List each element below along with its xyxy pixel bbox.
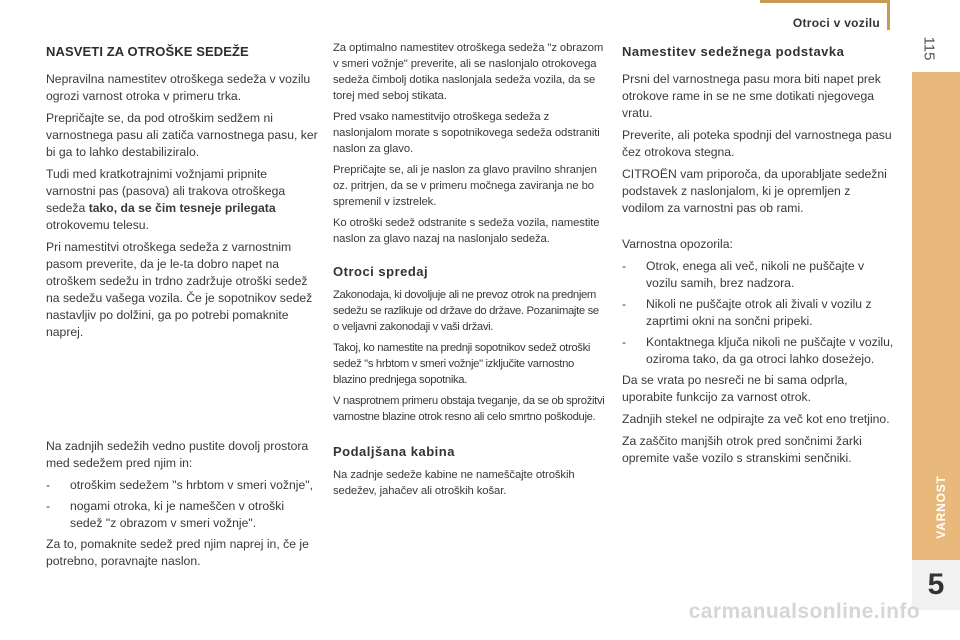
page-number: 115 xyxy=(920,36,938,61)
watermark: carmanualsonline.info xyxy=(688,600,920,623)
list-item: - Nikoli ne puščajte otrok ali živali v vozilu z zaprtimi okni na sončni pripeki. xyxy=(622,296,894,330)
subsection-title-booster: Namestitev sedežnega podstavka xyxy=(622,44,845,59)
paragraph: Prepričajte se, ali je naslon za glavo pravilno shranjen oz. pritrjen, da se v primeru močnega zaviranja ne bo spremenil v izstrelek. xyxy=(333,164,597,208)
paragraph: Zadnjih stekel ne odpirajte za več kot eno tretjino. xyxy=(622,412,890,426)
paragraph: CITROËN vam priporoča, da uporabljate sedežni podstavek z naslonjalom, ki je opremljen z vodilom za varnostni pas ob rami. xyxy=(622,167,887,215)
header-rule xyxy=(760,0,890,3)
subsection-title-front: Otroci spredaj xyxy=(333,264,429,279)
paragraph: Preverite, ali poteka spodnji del varnostnega pasu čez otrokova stegna. xyxy=(622,128,892,159)
dash-list xyxy=(622,258,894,368)
header-divider xyxy=(887,0,890,30)
paragraph: Pred vsako namestitvijo otroškega sedeža z naslonjalom morate s sopotnikovega sedeža odstraniti naslon za glavo. xyxy=(333,111,600,155)
paragraph: Za optimalno namestitev otroškega sedeža "z obrazom v smeri vožnje" preverite, ali se naslonjalo otrokovega sedeža čimbolj dotika naslonjala sedeža vozila, da se torej med seboj stikata. xyxy=(333,42,604,102)
paragraph xyxy=(46,166,318,234)
paragraph: Varnostna opozorila: xyxy=(622,237,733,251)
running-header: Otroci v vozilu xyxy=(792,16,880,30)
paragraph: Takoj, ko namestite na prednji sopotnikov sedež otroški sedež "s hrbtom v smeri vožnje" izključite varnostno blazino prednjega sopotnika. xyxy=(333,342,591,386)
paragraph: Prsni del varnostnega pasu mora biti napet prek otrokove rame in se ne sme dotikati njegovega vratu. xyxy=(622,72,881,120)
paragraph: Na zadnjih sedežih vedno pustite dovolj prostora med sedežem pred njim in: xyxy=(46,439,309,470)
paragraph: Prepričajte se, da pod otroškim sedžem ni varnostnega pasu ali zatiča varnostnega pasu, ker bi ga to lahko destabiliziralo. xyxy=(46,111,318,159)
list-item: - nogami otroka, ki je nameščen v otroški sedež "z obrazom v smeri vožnje". xyxy=(46,498,318,532)
spacer xyxy=(622,222,894,236)
paragraph: Za zaščito manjših otrok pred sončnimi žarki opremite vaše vozilo s stranskimi senčniki. xyxy=(622,434,862,465)
paragraph: V nasprotnem primeru obstaja tveganje, da se ob sprožitvi varnostne blazine otrok resno ali celo smrtno poškoduje. xyxy=(333,395,605,423)
text-run: Tudi med kratkotrajnimi vožnjami pripnite varnostni pas (pasova) ali trakova otroškega sedeža xyxy=(46,167,286,215)
column-middle xyxy=(333,40,605,504)
paragraph: Na zadnje sedeže kabine ne nameščajte otroških sedežev, jahačev ali otroških košar. xyxy=(333,469,575,497)
chapter-label: VARNOST xyxy=(934,475,948,539)
list-item: - Kontaktnega ključa nikoli ne puščajte v vozilu, oziroma tako, da ga otroci lahko doseżejo. xyxy=(622,334,894,368)
list-item: - otroškim sedežem "s hrbtom v smeri vožnje", xyxy=(46,477,318,494)
column-right xyxy=(622,40,894,472)
emphasis-text: tako, da se čim tesneje prilegata xyxy=(88,201,276,215)
paragraph: Pri namestitvi otroškega sedeža z varnostnim pasom preverite, da je le-ta dobro napet na otroškem sedežu in trdno zadržuje otroški sedež na sedežu vašega vozila. Če je sopotnikov sedež nastavljiv po dolžini, ga po potrebi pomaknite naprej. xyxy=(46,240,313,339)
spacer xyxy=(333,430,605,444)
list-item: - Otrok, enega ali več, nikoli ne puščajte v vozilu samih, brez nadzora. xyxy=(622,258,894,292)
spacer xyxy=(46,346,318,438)
text-run: otrokovemu telesu. xyxy=(46,218,149,232)
section-title: NASVETI ZA OTROŠKE SEDEŽE xyxy=(46,44,249,59)
paragraph: Ko otroški sedež odstranite s sedeža vozila, namestite naslon za glavo nazaj na naslonjalo sedeža. xyxy=(333,217,600,245)
paragraph: Za to, pomaknite sedež pred njim naprej in, če je potrebno, poravnajte naslon. xyxy=(46,537,309,568)
column-left xyxy=(46,40,318,575)
chapter-number: 5 xyxy=(912,560,960,610)
paragraph: Nepravilna namestitev otroškega sedeža v vozilu ogrozi varnost otroka v primeru trka. xyxy=(46,72,311,103)
dash-list xyxy=(46,477,318,532)
paragraph: Zakonodaja, ki dovoljuje ali ne prevoz otrok na prednjem sedežu se razlikuje od države do države. Pozanimajte se o veljavni zakonodaji v vaši državi. xyxy=(333,289,599,333)
paragraph: Da se vrata po nesreči ne bi sama odprla, uporabite funkcijo za varnost otrok. xyxy=(622,373,848,404)
spacer xyxy=(333,252,605,264)
subsection-title-cab: Podaljšana kabina xyxy=(333,444,455,459)
